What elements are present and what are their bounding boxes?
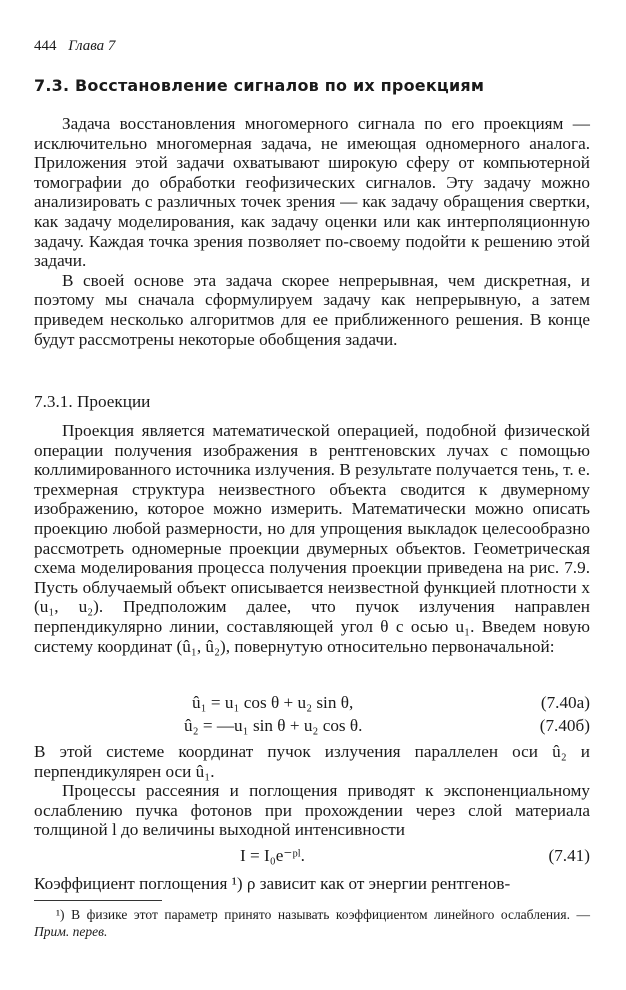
footnote-divider — [34, 900, 162, 901]
footnote — [34, 906, 590, 940]
intro-paragraph-2: В своей основе эта задача скорее непрерывная, чем дискретная, и поэтому мы сначала сформулируем задачу как непрерывную, а затем приведем несколько алгоритмов для ее приближенного решения. В конце будут рассмотрены некоторые обобщения задачи. — [34, 270, 590, 349]
after-equation-text — [34, 742, 590, 840]
section-title: 7.3. Восстановление сигналов по их проекциям — [34, 76, 485, 95]
equation-741-label: (7.41) — [548, 846, 590, 865]
equation-740a-expr: û₁ = u₁ cos θ + u₂ sin θ, — [192, 693, 354, 712]
page-number: 444 — [34, 38, 57, 54]
equation-741-expr: I = I₀e⁻ᵖˡ. — [240, 846, 305, 865]
scattering-paragraph: Процессы рассеяния и поглощения приводят к экспоненциальному ослаблению пучка фотонов при прохождении через слой материала толщиной l до величины выходной интенсивности — [34, 781, 590, 840]
chapter-label: Глава 7 — [68, 38, 116, 54]
coefficient-paragraph: Коэффициент поглощения ¹) ρ зависит как от энергии рентгенов- — [34, 874, 511, 893]
intro-text — [34, 114, 590, 349]
equation-740a-label: (7.40а) — [540, 693, 590, 712]
projection-paragraph: Проекция является математической операцией, подобной физической операции получения изображения в рентгеновских лучах с помощью коллимированного источника излучения. В результате получается тень, т. е. трехмерная структура неизвестного объекта сводится к двумерному изображению, которое можно измерить. Математически можно описать проекцию любой размерности, но для упрощения выкладок целесообразно рассмотреть одномерные проекции двумерных объектов. Геометрическая схема моделирования процесса получения проекции приведена на рис. 7.9. Пусть облучаемый объект описывается неизвестной функцией плотности x (u₁, u₂). Предположим далее, что пучок излучения направлен перпендикулярно линии, составляющей угол θ с осью u₁. Введем новую систему координат (û₁, û₂), повернутую относительно первоначальной: — [34, 421, 590, 656]
intro-paragraph-1: Задача восстановления многомерного сигнала по его проекциям — исключительно многомерная задача, не имеющая одномерного аналога. Приложения этой задачи охватывают широкую сферу от компьютерной томографии до обработки геофизических сигналов. Эту задачу можно анализировать с различных точек зрения — как задачу обращения свертки, как задачу моделирования, как задачу оценки или как интерполяционную задачу. Каждая точка зрения позволяет по-своему подойти к решению этой задачи. — [34, 114, 590, 271]
footnote-author: Прим. перев. — [34, 924, 108, 939]
after-equation-paragraph: В этой системе координат пучок излучения параллелен оси û₂ и перпендикулярен оси û₁. — [34, 742, 590, 781]
subsection-title: 7.3.1. Проекции — [34, 392, 151, 411]
equation-741 — [34, 846, 590, 868]
running-header — [34, 38, 115, 55]
equation-740a — [34, 693, 590, 715]
coefficient-text — [34, 874, 590, 894]
footnote-text: ¹) В физике этот параметр принято называть коэффициентом линейного ослабления. — — [56, 907, 590, 922]
equation-740b — [34, 716, 590, 738]
projection-text — [34, 421, 590, 656]
equation-740b-expr: û₂ = —u₁ sin θ + u₂ cos θ. — [184, 716, 363, 735]
equation-740b-label: (7.40б) — [539, 716, 590, 735]
